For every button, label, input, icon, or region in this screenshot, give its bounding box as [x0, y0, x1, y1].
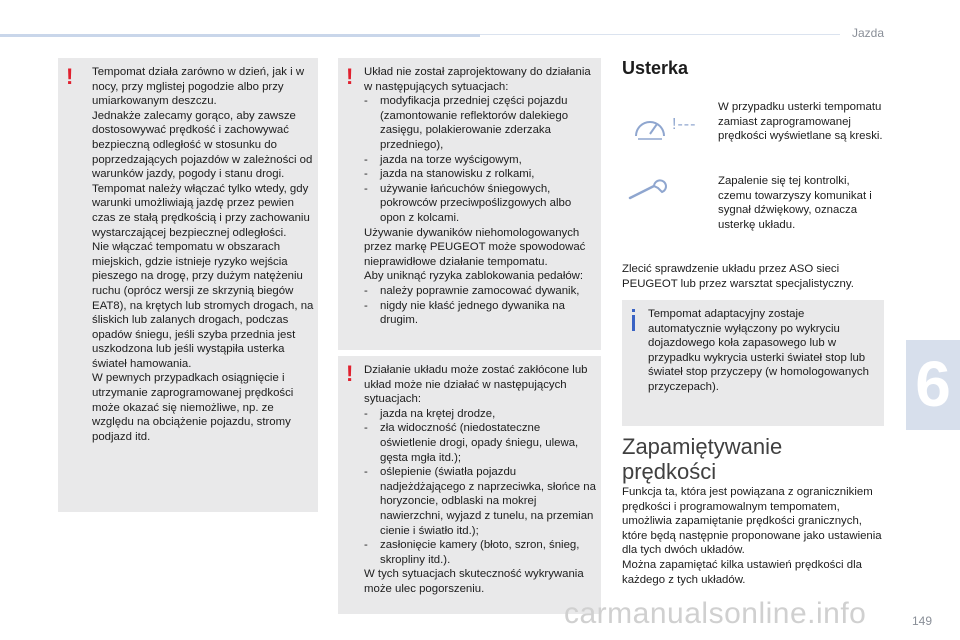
- warning-icon: !: [346, 361, 354, 386]
- paragraph: Nie włączać tempomatu w obszarach miejskich, gdzie istnieje ryzyko wejścia pieszego na drogę, przy dużym natężeniu ruchu (oprócz wersji ze skrzynią biegów EAT8), na krętych lub stromych drogach, na śliskich lub zalanych drogach, podczas opadów śniegu, jeśli szyba przednia jest uszkodzona lub jeśli wystąpiła usterka świateł hamowania.: [92, 241, 314, 370]
- dashes-display: !---: [672, 116, 697, 133]
- info-text: Tempomat adaptacyjny zostaje automatycznie wyłączony po wykryciu dojazdowego koła zapasowego lub w przypadku wykrycia usterki świateł stop lub świateł stop przyczepy (w homologowanych przyczepach).: [648, 308, 869, 393]
- list-item: - nigdy nie kłaść jednego dywanika na drugim.: [364, 299, 596, 328]
- list-item: - oślepienie (światła pojazdu nadjeżdżającego z naprzeciwka, słońce na horyzoncie, odblaski na mokrej nawierzchni, wyjazd z tunelu, na przemian cienie i światło itd.);: [364, 465, 598, 538]
- paragraph: Można zapamiętać kilka ustawień prędkości dla każdego z tych układów.: [622, 558, 862, 586]
- paragraph: Aby uniknąć ryzyka zablokowania pedałów:: [364, 270, 584, 283]
- header-rule: [0, 34, 480, 37]
- warning-mid1-text: [364, 65, 596, 328]
- memory-text: [622, 485, 886, 587]
- paragraph: Używanie dywaników niehomologowanych przez markę PEUGEOT może spowodować nieprawidłowe działanie tempomatu.: [364, 226, 586, 268]
- list-item: - jazda na krętej drodze,: [364, 407, 598, 422]
- list-item: - jazda na torze wyścigowym,: [364, 153, 596, 168]
- paragraph: Układ nie został zaprojektowany do działania w następujących sytuacjach:: [364, 66, 591, 93]
- usterka-title: Usterka: [622, 58, 689, 78]
- list-item: - zasłonięcie kamery (błoto, szron, śnieg, skropliny itd.).: [364, 538, 598, 567]
- paragraph: Działanie układu może zostać zakłócone lub układ może nie działać w następujących sytuacjach:: [364, 364, 588, 406]
- list-item: - używanie łańcuchów śniegowych, pokrowców przeciwpoślizgowych albo opon z kolcami.: [364, 182, 596, 226]
- usterka-row1-text: W przypadku usterki tempomatu zamiast zaprogramowanej prędkości wyświetlane są kreski.: [718, 101, 883, 143]
- list-item: - modyfikacja przedniej części pojazdu (zamontowanie reflektorów dalekiego zasięgu, polakierowanie zderzaka przedniego),: [364, 94, 596, 152]
- page-number: 149: [912, 614, 933, 628]
- usterka-row2-text: Zapalenie się tej kontrolki, czemu towarzyszy komunikat i sygnał dźwiękowy, oznacza usterkę układu.: [718, 175, 872, 231]
- speedometer-icon: [632, 112, 672, 142]
- list-item: - jazda na stanowisku z rolkami,: [364, 167, 596, 182]
- dash-list: [364, 284, 596, 328]
- paragraph: W tych sytuacjach skuteczność wykrywania może ulec pogorszeniu.: [364, 568, 584, 595]
- watermark: carmanualsonline.info: [564, 597, 867, 630]
- section-label: Jazda: [852, 26, 885, 40]
- wrench-icon: [626, 178, 670, 202]
- header-rule-thin: [480, 34, 840, 35]
- chapter-number: 6: [915, 348, 951, 420]
- list-item: - zła widoczność (niedostateczne oświetlenie drogi, opady śniegu, ulewa, gęsta mgła itd.);: [364, 421, 598, 465]
- dash-list: [364, 407, 598, 568]
- info-icon: [632, 315, 635, 331]
- warning-icon: !: [66, 64, 74, 89]
- paragraph: W pewnych przypadkach osiągnięcie i utrzymanie zaprogramowanej prędkości może okazać się niemożliwe, np. ze względu na obciążenie pojazdu, stromy podjazd itd.: [92, 372, 294, 443]
- memory-title: [622, 434, 782, 484]
- warning-mid2-text: [364, 363, 598, 597]
- memory-title-line2: prędkości: [622, 459, 717, 484]
- dash-list: [364, 94, 596, 225]
- warning-left-text: [92, 65, 314, 444]
- warning-icon: !: [346, 64, 354, 89]
- memory-title-line1: Zapamiętywanie: [622, 434, 783, 459]
- paragraph: Tempomat działa zarówno w dzień, jak i w nocy, przy mglistej pogodzie albo przy umiarkowanym deszczu.: [92, 66, 305, 108]
- info-icon-dot: [632, 309, 635, 312]
- paragraph: Funkcja ta, która jest powiązana z ogranicznikiem prędkości i programowalnym tempomatem, umożliwia zapamiętanie prędkości granicznych, które będą następnie proponowane jako ustawienia dla tych dwóch układów.: [622, 486, 882, 557]
- paragraph: Jednakże zalecamy gorąco, aby zawsze dostosowywać prędkość i zachowywać bezpieczną odległość w stosunku do poprzedzających pojazdów w zależności od warunków jazdy, pogody i stanu drogi.: [92, 109, 313, 181]
- usterka-advice: Zlecić sprawdzenie układu przez ASO sieci PEUGEOT lub przez warsztat specjalistyczny.: [622, 263, 854, 290]
- list-item: - należy poprawnie zamocować dywanik,: [364, 284, 596, 299]
- paragraph: Tempomat należy włączać tylko wtedy, gdy warunki umożliwiają jazdę przez pewien czas ze stałą prędkością i przy zachowaniu wystarczającej bezpiecznej odległości.: [92, 182, 310, 239]
